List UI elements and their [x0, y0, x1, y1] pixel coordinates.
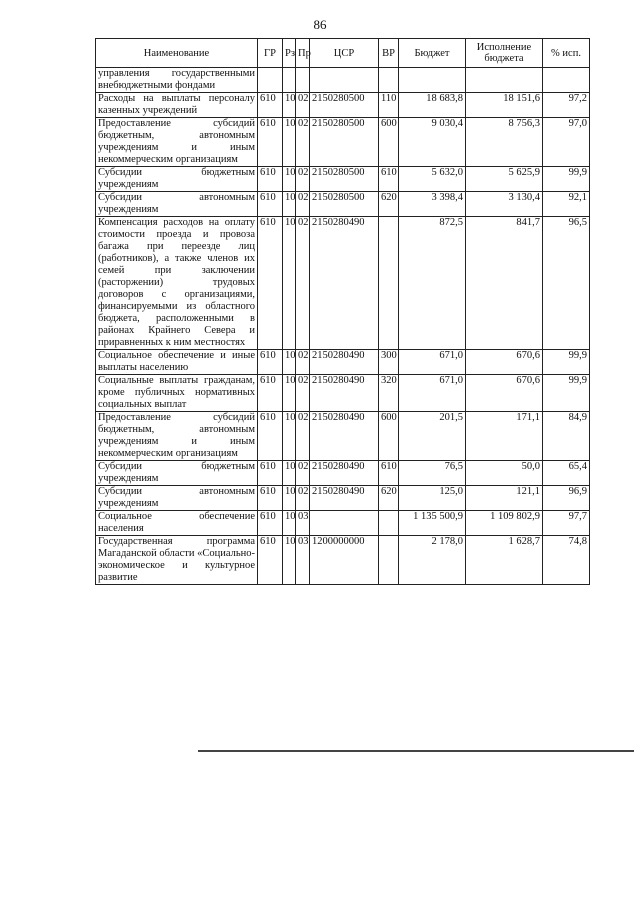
cell-execution: 5 625,9 [466, 167, 543, 192]
cell-rz: 10 [283, 536, 296, 585]
cell-pr: 02 [296, 375, 310, 412]
cell-rz: 10 [283, 486, 296, 511]
cell-percent: 74,8 [543, 536, 590, 585]
cell-csr: 2150280490 [310, 461, 379, 486]
cell-gr: 610 [258, 461, 283, 486]
cell-pr: 02 [296, 192, 310, 217]
cell-gr: 610 [258, 536, 283, 585]
cell-rz: 10 [283, 192, 296, 217]
cell-execution: 18 151,6 [466, 93, 543, 118]
header-percent: % исп. [543, 39, 590, 68]
cell-percent: 92,1 [543, 192, 590, 217]
cell-percent: 97,0 [543, 118, 590, 167]
cell-csr: 1200000000 [310, 536, 379, 585]
cell-budget: 76,5 [399, 461, 466, 486]
cell-name: Компенсация расходов на оплату стоимости проезда и провоза багажа при переезде лиц (работников), а также членов их семей при заключении (расторжении) трудовых договоров с организациями, финансируемыми из областного бюджета, расположенными в районах Крайнего Севера и приравненных к ним местностях [96, 217, 258, 350]
cell-name: Субсидии бюджетным учреждениям [96, 167, 258, 192]
cell-execution: 1 109 802,9 [466, 511, 543, 536]
cell-name: управления государственными внебюджетными фондами [96, 68, 258, 93]
cell-rz: 10 [283, 461, 296, 486]
cell-vr: 300 [379, 350, 399, 375]
cell-csr: 2150280500 [310, 167, 379, 192]
cell-vr: 610 [379, 461, 399, 486]
cell-execution: 50,0 [466, 461, 543, 486]
cell-pr: 02 [296, 461, 310, 486]
cell-vr [379, 217, 399, 350]
header-pr: Пр [296, 39, 310, 68]
table-row [96, 217, 590, 350]
table-header-row [96, 39, 590, 68]
cell-csr [310, 511, 379, 536]
table-row [96, 461, 590, 486]
bottom-rule [198, 750, 634, 752]
cell-pr: 02 [296, 350, 310, 375]
cell-csr: 2150280500 [310, 93, 379, 118]
cell-pr: 03 [296, 536, 310, 585]
header-name: Наименование [96, 39, 258, 68]
cell-percent: 97,7 [543, 511, 590, 536]
table-row [96, 536, 590, 585]
cell-percent: 65,4 [543, 461, 590, 486]
cell-vr: 600 [379, 412, 399, 461]
cell-gr: 610 [258, 511, 283, 536]
cell-name: Социальное обеспечение населения [96, 511, 258, 536]
cell-rz: 10 [283, 93, 296, 118]
cell-pr: 03 [296, 511, 310, 536]
cell-budget: 671,0 [399, 375, 466, 412]
cell-rz: 10 [283, 217, 296, 350]
cell-csr [310, 68, 379, 93]
table-row [96, 412, 590, 461]
cell-vr [379, 511, 399, 536]
cell-vr: 610 [379, 167, 399, 192]
cell-execution: 171,1 [466, 412, 543, 461]
cell-execution: 3 130,4 [466, 192, 543, 217]
cell-name: Субсидии автономным учреждениям [96, 486, 258, 511]
cell-rz: 10 [283, 167, 296, 192]
cell-budget [399, 68, 466, 93]
cell-percent [543, 68, 590, 93]
cell-gr [258, 68, 283, 93]
cell-csr: 2150280490 [310, 375, 379, 412]
cell-csr: 2150280490 [310, 412, 379, 461]
cell-name: Предоставление субсидий бюджетным, автономным учреждениям и иным некоммерческим организациям [96, 412, 258, 461]
cell-csr: 2150280490 [310, 217, 379, 350]
cell-csr: 2150280490 [310, 486, 379, 511]
cell-budget: 5 632,0 [399, 167, 466, 192]
cell-budget: 671,0 [399, 350, 466, 375]
cell-gr: 610 [258, 93, 283, 118]
cell-execution: 841,7 [466, 217, 543, 350]
cell-pr: 02 [296, 217, 310, 350]
header-execution: Исполнение бюджета [466, 39, 543, 68]
cell-csr: 2150280490 [310, 350, 379, 375]
cell-pr: 02 [296, 167, 310, 192]
cell-budget: 1 135 500,9 [399, 511, 466, 536]
cell-execution: 8 756,3 [466, 118, 543, 167]
cell-csr: 2150280500 [310, 192, 379, 217]
cell-name: Государственная программа Магаданской области «Социально-экономическое и культурное развитие [96, 536, 258, 585]
cell-name: Предоставление субсидий бюджетным, автономным учреждениям и иным некоммерческим организациям [96, 118, 258, 167]
cell-vr: 620 [379, 486, 399, 511]
cell-pr: 02 [296, 486, 310, 511]
cell-gr: 610 [258, 217, 283, 350]
cell-budget: 18 683,8 [399, 93, 466, 118]
cell-gr: 610 [258, 412, 283, 461]
table-row [96, 118, 590, 167]
cell-name: Социальные выплаты гражданам, кроме публичных нормативных социальных выплат [96, 375, 258, 412]
cell-percent: 99,9 [543, 375, 590, 412]
cell-rz [283, 68, 296, 93]
cell-vr: 600 [379, 118, 399, 167]
cell-percent: 97,2 [543, 93, 590, 118]
cell-execution: 121,1 [466, 486, 543, 511]
cell-execution: 1 628,7 [466, 536, 543, 585]
table-row [96, 486, 590, 511]
cell-rz: 10 [283, 118, 296, 167]
cell-pr: 02 [296, 118, 310, 167]
table-row [96, 375, 590, 412]
cell-percent: 99,9 [543, 350, 590, 375]
cell-execution: 670,6 [466, 375, 543, 412]
cell-name: Социальное обеспечение и иные выплаты населению [96, 350, 258, 375]
cell-vr [379, 68, 399, 93]
cell-gr: 610 [258, 486, 283, 511]
cell-budget: 872,5 [399, 217, 466, 350]
table-row [96, 192, 590, 217]
cell-gr: 610 [258, 375, 283, 412]
table-row [96, 511, 590, 536]
cell-gr: 610 [258, 167, 283, 192]
cell-rz: 10 [283, 511, 296, 536]
header-vr: ВР [379, 39, 399, 68]
cell-gr: 610 [258, 350, 283, 375]
cell-name: Субсидии бюджетным учреждениям [96, 461, 258, 486]
cell-budget: 201,5 [399, 412, 466, 461]
header-rz: Рз [283, 39, 296, 68]
table-row [96, 350, 590, 375]
cell-vr [379, 536, 399, 585]
cell-budget: 3 398,4 [399, 192, 466, 217]
cell-budget: 9 030,4 [399, 118, 466, 167]
cell-pr [296, 68, 310, 93]
cell-percent: 96,5 [543, 217, 590, 350]
cell-name: Субсидии автономным учреждениям [96, 192, 258, 217]
cell-execution [466, 68, 543, 93]
cell-pr: 02 [296, 93, 310, 118]
cell-percent: 99,9 [543, 167, 590, 192]
table-row [96, 68, 590, 93]
header-csr: ЦСР [310, 39, 379, 68]
page-number: 86 [313, 17, 327, 32]
cell-gr: 610 [258, 192, 283, 217]
header-gr: ГР [258, 39, 283, 68]
cell-rz: 10 [283, 350, 296, 375]
table-row [96, 93, 590, 118]
cell-rz: 10 [283, 412, 296, 461]
cell-execution: 670,6 [466, 350, 543, 375]
table-row [96, 167, 590, 192]
cell-budget: 125,0 [399, 486, 466, 511]
cell-vr: 320 [379, 375, 399, 412]
cell-name: Расходы на выплаты персоналу казенных учреждений [96, 93, 258, 118]
cell-vr: 620 [379, 192, 399, 217]
budget-table [95, 38, 590, 585]
cell-percent: 96,9 [543, 486, 590, 511]
cell-pr: 02 [296, 412, 310, 461]
cell-gr: 610 [258, 118, 283, 167]
cell-budget: 2 178,0 [399, 536, 466, 585]
cell-percent: 84,9 [543, 412, 590, 461]
header-budget: Бюджет [399, 39, 466, 68]
cell-csr: 2150280500 [310, 118, 379, 167]
cell-rz: 10 [283, 375, 296, 412]
cell-vr: 110 [379, 93, 399, 118]
